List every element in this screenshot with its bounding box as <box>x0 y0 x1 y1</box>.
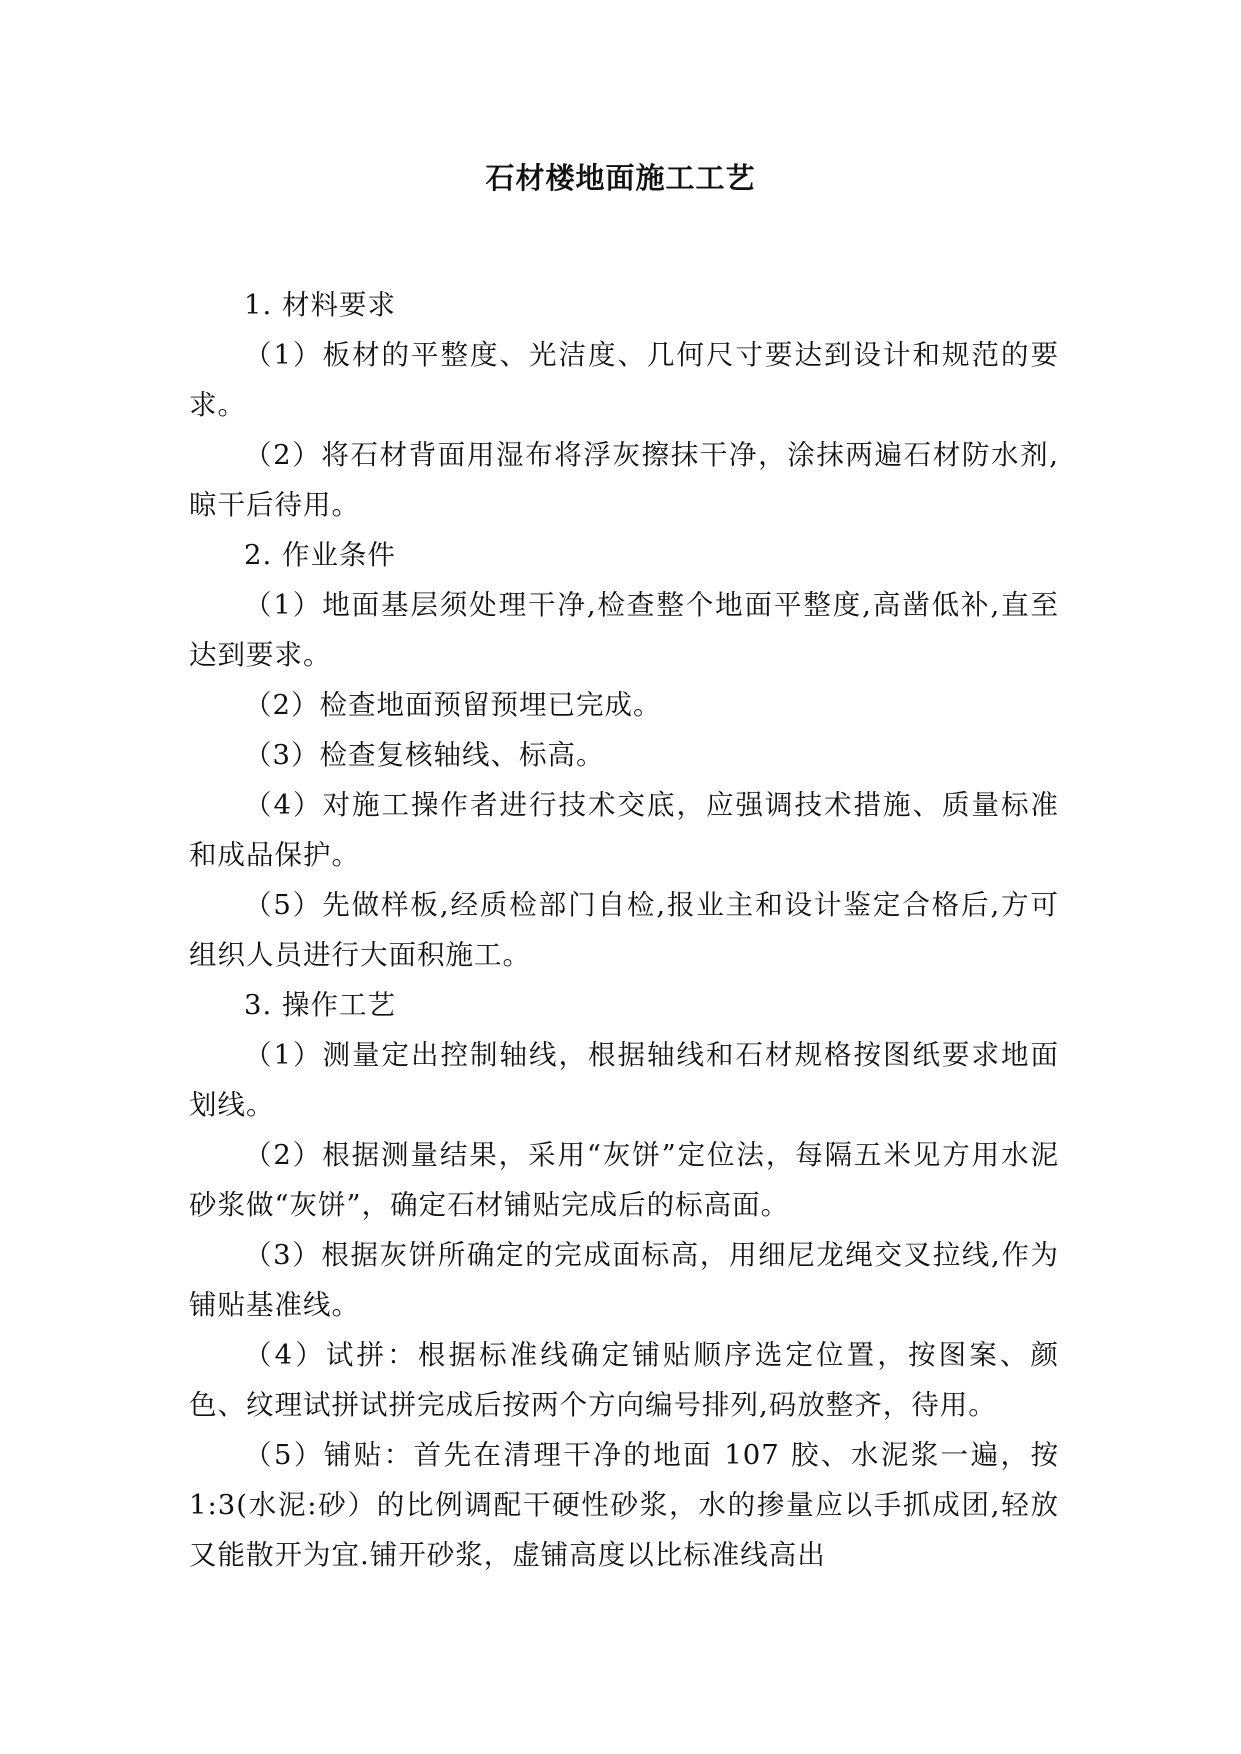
paragraph-process-3: （3）根据灰饼所确定的完成面标高，用细尼龙绳交叉拉线,作为铺贴基准线。 <box>189 1239 1059 1321</box>
heading-materials: 1. 材料要求 <box>244 289 396 321</box>
document-body <box>189 280 1059 1580</box>
paragraph-process-2: （2）根据测量结果，采用“灰饼”定位法，每隔五米见方用水泥砂浆做“灰饼”，确定石材铺贴完成后的标高面。 <box>189 1139 1059 1221</box>
paragraph-condition-5: （5）先做样板,经质检部门自检,报业主和设计鉴定合格后,方可组织人员进行大面积施工。 <box>189 889 1059 971</box>
paragraph-condition-3: （3）检查复核轴线、标高。 <box>244 739 605 771</box>
paragraph-process-1: （1）测量定出控制轴线，根据轴线和石材规格按图纸要求地面划线。 <box>189 1039 1059 1121</box>
paragraph-process-5: （5）铺贴：首先在清理干净的地面 107 胶、水泥浆一遍，按 1:3(水泥:砂）的比例调配干硬性砂浆，水的掺量应以手抓成团,轻放又能散开为宜.铺开砂浆，虚铺高度以比标准线高出 <box>189 1439 1059 1571</box>
paragraph-material-2: （2）将石材背面用湿布将浮灰擦抹干净，涂抹两遍石材防水剂,晾干后待用。 <box>189 439 1059 521</box>
document-title: 石材楼地面施工工艺 <box>485 161 756 195</box>
heading-conditions: 2. 作业条件 <box>244 539 396 571</box>
paragraph-condition-1: （1）地面基层须处理干净,检查整个地面平整度,高凿低补,直至达到要求。 <box>189 589 1059 671</box>
paragraph-condition-4: （4）对施工操作者进行技术交底，应强调技术措施、质量标准和成品保护。 <box>189 789 1059 871</box>
paragraph-process-4: （4）试拼：根据标准线确定铺贴顺序选定位置，按图案、颜色、纹理试拼试拼完成后按两个方向编号排列,码放整齐，待用。 <box>189 1339 1059 1421</box>
paragraph-condition-2: （2）检查地面预留预埋已完成。 <box>244 689 662 721</box>
paragraph-material-1: （1）板材的平整度、光洁度、几何尺寸要达到设计和规范的要求。 <box>189 339 1059 421</box>
heading-process: 3. 操作工艺 <box>244 989 396 1021</box>
